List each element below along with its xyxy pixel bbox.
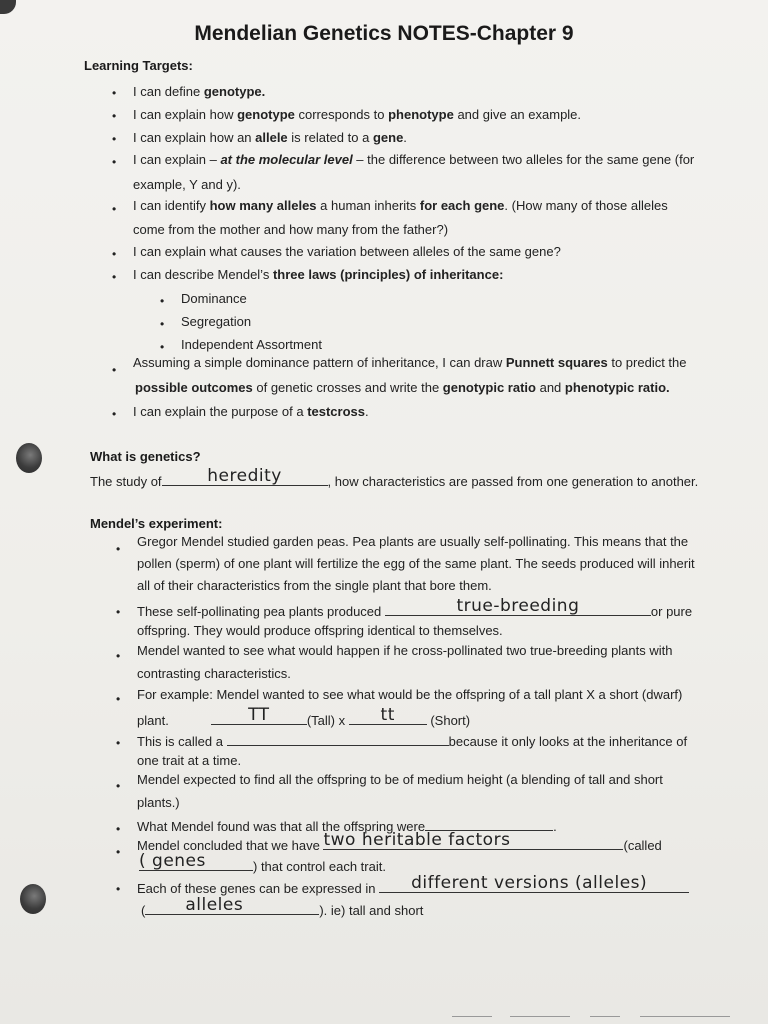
bullet-icon: • xyxy=(116,542,121,556)
experiment-p3-line1: Mendel wanted to see what would happen if he cross-pollinated two true-breeding plants with xyxy=(137,643,673,658)
law-independent-assortment: Independent Assortment xyxy=(181,337,322,352)
scan-artifact-line xyxy=(640,1016,730,1017)
scan-artifact-line xyxy=(510,1016,570,1017)
bullet-icon: • xyxy=(116,779,121,793)
experiment-p4-continued: plant. TT (Tall) x tt (Short) xyxy=(137,705,471,728)
offspring-result-blank xyxy=(425,816,553,831)
handwritten-answer: different versions (alleles) xyxy=(411,873,648,893)
punch-hole-icon xyxy=(20,884,46,914)
genetics-definition: The study of heredity , how characteristics are passed from one generation to another. xyxy=(90,466,699,489)
target-5-continued: come from the mother and how many from the father?) xyxy=(133,222,449,237)
bullet-icon: • xyxy=(116,692,121,706)
handwritten-answer: TT xyxy=(248,705,270,725)
bullet-icon: • xyxy=(160,340,165,354)
scan-artifact-line xyxy=(452,1016,492,1017)
experiment-p1-line3: all of their characteristics from the single plant that bore them. xyxy=(137,578,492,593)
bullet-icon: • xyxy=(160,294,165,308)
handwritten-answer: two heritable factors xyxy=(323,830,511,850)
law-segregation: Segregation xyxy=(181,314,252,329)
learning-targets-heading: Learning Targets: xyxy=(84,58,193,73)
bullet-icon: • xyxy=(116,882,121,896)
law-dominance: Dominance xyxy=(181,291,247,306)
heritable-factors-blank xyxy=(323,830,623,850)
experiment-p5: This is called a because it only looks at the inheritance of xyxy=(137,731,687,749)
page-title: Mendelian Genetics NOTES-Chapter 9 xyxy=(194,22,574,45)
handwritten-answer: ( genes xyxy=(139,851,206,871)
experiment-p7: What Mendel found was that all the offspring were . xyxy=(137,816,557,834)
experiment-p2-continued: offspring. They would produce offspring identical to themselves. xyxy=(137,623,503,638)
experiment-p8: Mendel concluded that we have two heritable factors (called xyxy=(137,830,662,853)
different-versions-blank xyxy=(379,873,689,893)
target-8: Assuming a simple dominance pattern of inheritance, I can draw Punnett squares to predict the xyxy=(133,355,687,370)
bullet-icon: • xyxy=(112,270,117,284)
target-7: I can describe Mendel’s three laws (principles) of inheritance: xyxy=(133,267,504,282)
experiment-p1-line1: Gregor Mendel studied garden peas. Pea plants are usually self-pollinating. This means that the xyxy=(137,534,689,549)
experiment-p4: For example: Mendel wanted to see what would be the offspring of a tall plant X a short (dwarf) xyxy=(137,687,683,702)
experiment-p5-continued: one trait at a time. xyxy=(137,753,242,768)
handwritten-answer: heredity xyxy=(207,466,282,486)
experiment-p9-continued: ( alleles ). ie) tall and short xyxy=(141,895,424,918)
target-9: I can explain the purpose of a testcross. xyxy=(133,404,369,419)
target-5: I can identify how many alleles a human inherits for each gene. (How many of those alleles xyxy=(133,198,668,213)
heredity-answer-blank xyxy=(162,466,328,486)
experiment-p9: Each of these genes can be expressed in different versions (alleles) xyxy=(137,878,689,896)
bullet-icon: • xyxy=(116,845,121,859)
bullet-icon: • xyxy=(112,109,117,123)
genetics-heading: What is genetics? xyxy=(90,449,201,464)
monohybrid-cross-blank xyxy=(227,731,449,746)
target-2: I can explain how genotype corresponds to phenotype and give an example. xyxy=(133,107,582,122)
punch-hole-icon xyxy=(16,443,42,473)
handwritten-answer: tt xyxy=(380,705,395,725)
tall-genotype-blank xyxy=(211,705,307,725)
handwritten-answer: alleles xyxy=(185,895,244,915)
true-breeding-answer-blank xyxy=(385,596,651,616)
bullet-icon: • xyxy=(112,363,117,377)
bullet-icon: • xyxy=(112,155,117,169)
target-4: I can explain – at the molecular level – the difference between two alleles for the same gene (for xyxy=(133,152,695,167)
bullet-icon: • xyxy=(112,86,117,100)
target-6: I can explain what causes the variation between alleles of the same gene? xyxy=(133,244,561,259)
page-corner-shadow xyxy=(0,0,16,14)
bullet-icon: • xyxy=(160,317,165,331)
bullet-icon: • xyxy=(116,605,121,619)
short-genotype-blank xyxy=(349,705,427,725)
bullet-icon: • xyxy=(116,649,121,663)
target-1: I can define genotype. xyxy=(133,84,266,99)
experiment-p8-continued: ( genes ) that control each trait. xyxy=(139,851,386,874)
bullet-icon: • xyxy=(112,407,117,421)
experiment-p1-line2: pollen (sperm) of one plant will fertilize the egg of the same plant. The seeds produced will inherit xyxy=(137,556,695,571)
experiment-heading: Mendel’s experiment: xyxy=(90,516,223,531)
experiment-p6-line1: Mendel expected to find all the offspring to be of medium height (a blending of tall and short xyxy=(137,772,663,787)
bullet-icon: • xyxy=(116,822,121,836)
target-3: I can explain how an allele is related to a gene. xyxy=(133,130,407,145)
experiment-p6-line2: plants.) xyxy=(137,795,180,810)
experiment-p2: These self-pollinating pea plants produced true-breeding or pure xyxy=(137,596,693,619)
experiment-p3-line2: contrasting characteristics. xyxy=(137,666,291,681)
target-4-continued: example, Y and y). xyxy=(133,177,241,192)
target-8-continued: possible outcomes of genetic crosses and write the genotypic ratio and phenotypic ratio. xyxy=(135,380,670,395)
bullet-icon: • xyxy=(112,202,117,216)
genes-answer-blank xyxy=(139,851,253,871)
bullet-icon: • xyxy=(112,247,117,261)
bullet-icon: • xyxy=(116,736,121,750)
bullet-icon: • xyxy=(112,132,117,146)
handwritten-answer: true-breeding xyxy=(456,596,580,616)
scan-artifact-line xyxy=(590,1016,620,1017)
